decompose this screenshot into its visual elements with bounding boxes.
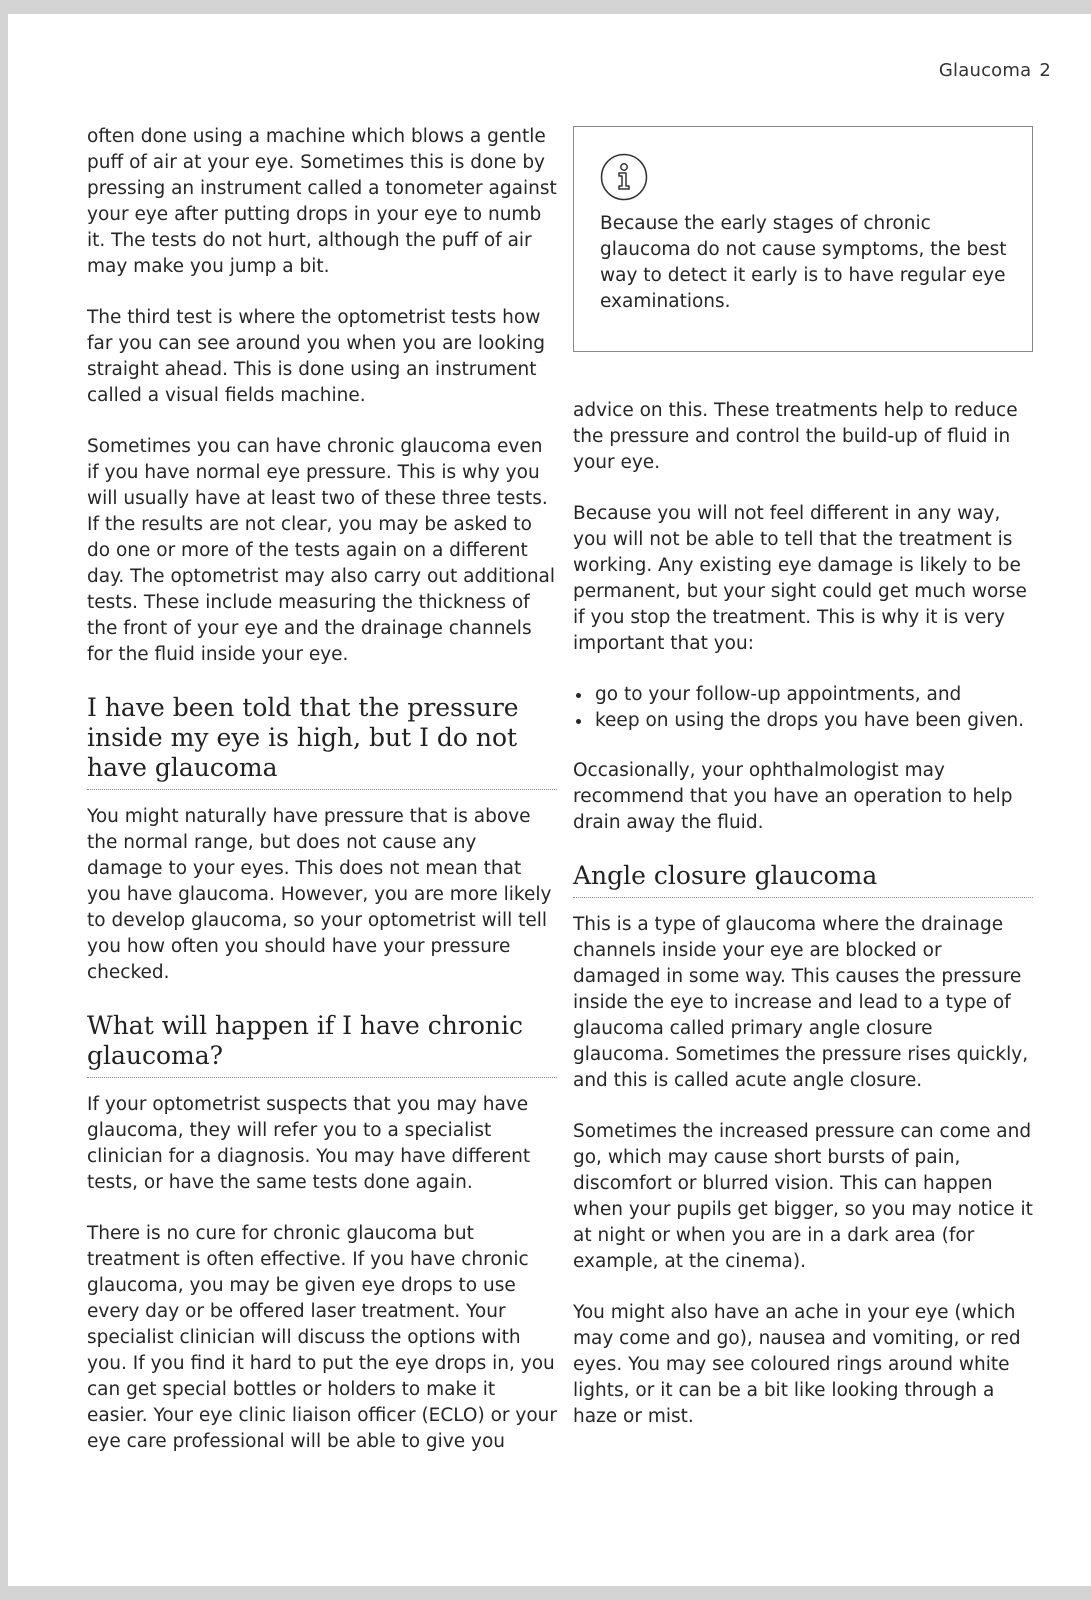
paragraph: There is no cure for chronic glaucoma but treatment is often effective. If you have chronic glaucoma, you may be given eye drops to use every day or be offered laser treatment. Your specialist clinician will discuss the options with you. If you find it hard to put the eye drops in, you can get special bottles or holders to make it easier. Your eye clinic liaison officer (ECLO) or your eye care professional will be able to give you <box>87 1223 557 1452</box>
section-heading: What will happen if I have chronic glaucoma? <box>87 1011 557 1078</box>
paragraph: You might also have an ache in your eye (which may come and go), nausea and vomiting, or red eyes. You may see coloured rings around white lights, or it can be a bit like looking through a haze or mist. <box>573 1302 1021 1427</box>
info-callout-box <box>573 126 1033 352</box>
paragraph: Because you will not feel different in any way, you will not be able to tell that the treatment is working. Any existing eye damage is likely to be permanent, but your sight could get much worse if you stop the treatment. This is why it is very important that you: <box>573 503 1027 654</box>
paragraph: You might naturally have pressure that is above the normal range, but does not cause any damage to your eyes. This does not mean that you have glaucoma. However, you are more likely to develop glaucoma, so your optometrist will tell you how often you should have your pressure checked. <box>87 806 552 983</box>
paragraph: Sometimes you can have chronic glaucoma even if you have normal eye pressure. This is why you will usually have at least two of these three tests. If the results are not clear, you may be asked to do one or more of the tests again on a different day. The optometrist may also carry out additional tests. These include measuring the thickness of the front of your eye and the drainage channels for the fluid inside your eye. <box>87 436 556 665</box>
left-column <box>87 124 557 1480</box>
paragraph: If your optometrist suspects that you may have glaucoma, they will refer you to a specialist clinician for a diagnosis. You may have different tests, or have the same tests done again. <box>87 1094 531 1193</box>
paragraph: Occasionally, your ophthalmologist may recommend that you have an operation to help drain away the fluid. <box>573 760 1013 833</box>
running-header <box>939 60 1051 81</box>
info-text: Because the early stages of chronic glaucoma do not cause symptoms, the best way to detect it early is to have regular eye examinations. <box>600 213 1007 312</box>
list-item: • keep on using the drops you have been given. <box>593 708 1033 734</box>
paragraph: often done using a machine which blows a gentle puff of air at your eye. Sometimes this is done by pressing an instrument called a tonometer against your eye after putting drops in your eye to numb it. The tests do not hurt, although the puff of air may make you jump a bit. <box>87 126 557 277</box>
bullet-list <box>573 682 1033 734</box>
document-page <box>8 14 1091 1586</box>
info-icon <box>600 153 648 201</box>
right-column <box>573 124 1033 1455</box>
paragraph: This is a type of glaucoma where the drainage channels inside your eye are blocked or damaged in some way. This causes the pressure inside the eye to increase and lead to a type of glaucoma called primary angle closure glaucoma. Sometimes the pressure rises quickly, and this is called acute angle closure. <box>573 914 1029 1091</box>
header-title: Glaucoma <box>938 60 1032 81</box>
list-item: • go to your follow-up appointments, and <box>593 682 1033 708</box>
paragraph: Sometimes the increased pressure can come and go, which may cause short bursts of pain, discomfort or blurred vision. This can happen when your pupils get bigger, so you may notice it at night or when you are in a dark area (for example, at the cinema). <box>573 1121 1033 1272</box>
section-heading: Angle closure glaucoma <box>573 861 1033 898</box>
paragraph: advice on this. These treatments help to reduce the pressure and control the build-up of fluid in your eye. <box>573 400 1018 473</box>
section-heading: I have been told that the pressure inside my eye is high, but I do not have glaucoma <box>87 693 557 790</box>
page-number: 2 <box>1039 60 1051 81</box>
paragraph: The third test is where the optometrist tests how far you can see around you when you are looking straight ahead. This is done using an instrument called a visual fields machine. <box>87 307 546 406</box>
